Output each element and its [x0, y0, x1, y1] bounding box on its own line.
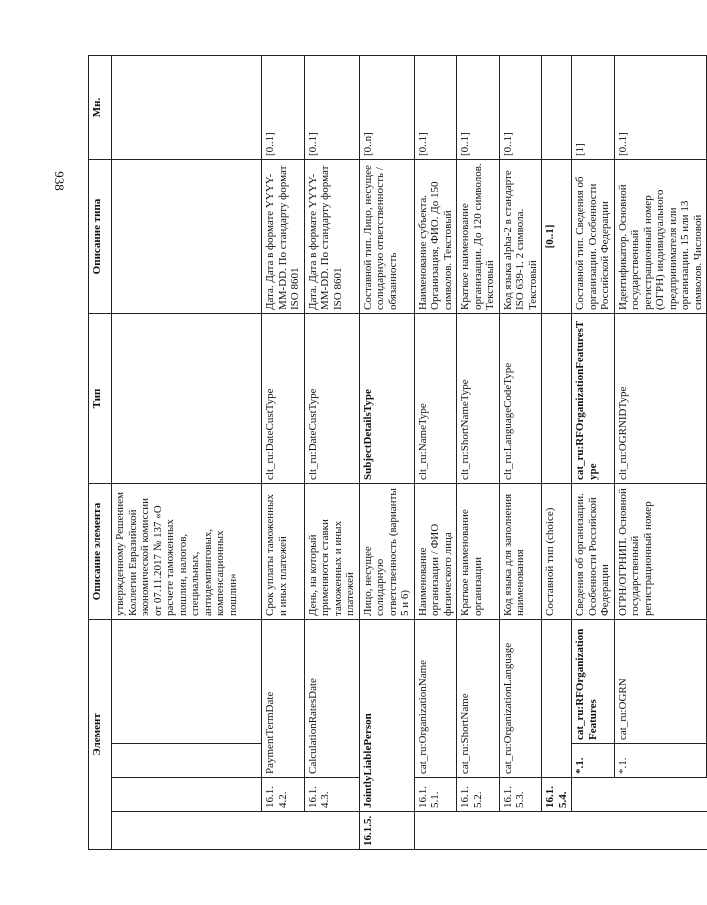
row-number: 16.1.4.3. — [304, 778, 359, 812]
row-type: clt_ru:DateCustType — [262, 314, 305, 484]
table-row — [542, 56, 572, 850]
header-type-description: Описание типа — [89, 160, 112, 314]
row-number: 16.1.5.3. — [499, 778, 542, 812]
row-number: 16.1.5.2. — [457, 778, 500, 812]
row-description: ОГРН/ОГРНИП. Основной государственный регистрационный номер — [614, 484, 707, 620]
row-description: Наименование организации / ФИО физического лица — [414, 484, 457, 620]
table-row — [572, 56, 615, 850]
element-spec-table — [88, 55, 707, 850]
row-type-description: Код языка alpha-2 в стандарте ISO 639-1. 2 символа. Текстовый — [499, 160, 542, 314]
row-multiplicity: [0..1] — [457, 56, 500, 160]
page-number: 938 — [52, 171, 67, 191]
row-type-description: Дата. Дата в формате YYYY-MM-DD. По стандарту формат ISO 8601 — [262, 160, 305, 314]
table-row — [614, 56, 707, 850]
row-element-name: JointlyLiablePerson — [359, 620, 414, 812]
row-element-name: PaymentTermDate — [262, 620, 305, 778]
row-description: Лицо, несущее солидарную ответственность (варианты 5 и 6) — [359, 484, 414, 620]
row-element-name: cat_ru:OrganizationLanguage — [499, 620, 542, 778]
row-element-name: cat_ru:OrganizationName — [414, 620, 457, 778]
continued-description: утвержденному Решением Коллегии Евразийской экономической комиссии от 07.11.2017 № 137 «О расчете таможенных пошлин, налогов, специальных, антидемпинговых, компенсационных пошлин» — [112, 484, 262, 620]
row-type-description: Составной тип. Сведения об организации. Особенности Российской Федерации — [572, 160, 615, 314]
row-number: 16.1.5. — [359, 812, 414, 850]
row-element-name: cat_ru:RFOrganizationFeatures — [572, 620, 615, 744]
spec-table-container — [88, 56, 704, 850]
row-description: Сведения об организации. Особенности Российской Федерации — [572, 484, 615, 620]
row-multiplicity: [0..1] — [414, 56, 457, 160]
row-description: Краткое наименование организации — [457, 484, 500, 620]
header-description: Описание элемента — [89, 484, 112, 620]
table-row — [304, 56, 359, 850]
row-number: *.1. — [614, 744, 707, 778]
row-multiplicity: [0..1] — [614, 56, 707, 160]
row-type-description: Наименование субъекта. Организация, ФИО. До 150 символов. Текстовый — [414, 160, 457, 314]
row-number: *.1. — [572, 744, 615, 778]
row-element-name: cat_ru:ShortName — [457, 620, 500, 778]
row-type: cat_ru:RFOrganizationFeaturesType — [572, 314, 615, 484]
row-type-description: Дата. Дата в формате YYYY-MM-DD. По стандарту формат ISO 8601 — [304, 160, 359, 314]
row-description: Срок уплаты таможенных и иных платежей — [262, 484, 305, 620]
table-row — [262, 56, 305, 850]
row-element-name: CalculationRatesDate — [304, 620, 359, 778]
table-row — [414, 56, 457, 850]
row-multiplicity: [1] — [572, 56, 615, 160]
row-multiplicity: [0..n] — [359, 56, 414, 160]
row-element-name: cat_ru:OGRN — [614, 620, 707, 744]
row-type: clt_ru:ShortNameType — [457, 314, 500, 484]
row-type: clt_ru:OGRNIDType — [614, 314, 707, 484]
row-description: День, на который применяются ставки таможенных и иных платежей — [304, 484, 359, 620]
row-type: clt_ru:DateCustType — [304, 314, 359, 484]
table-header-row — [89, 56, 112, 850]
row-number: 16.1.4.2. — [262, 778, 305, 812]
row-multiplicity: [0..1] — [262, 56, 305, 160]
rotated-page — [88, 56, 704, 850]
table-row — [112, 56, 262, 850]
table-row — [457, 56, 500, 850]
row-number: 16.1.5.1. — [414, 778, 457, 812]
header-multiplicity: Мн. — [89, 56, 112, 160]
row-type-description: Идентификатор. Основной государственный регистрационный номер (ОГРН) индивидуального предпринимателя или организации. 15 или 13 символов. Числовой — [614, 160, 707, 314]
row-type: SubjectDetailsType — [359, 314, 414, 484]
row-type-description: Краткое наименование организации. До 120 символов. Текстовый — [457, 160, 500, 314]
row-description: Составной тип (choice) — [542, 484, 572, 620]
row-type-description: [0..1] — [542, 160, 572, 314]
row-multiplicity: [0..1] — [499, 56, 542, 160]
header-type: Тип — [89, 314, 112, 484]
header-element: Элемент — [89, 620, 112, 850]
table-row — [499, 56, 542, 850]
table-row — [359, 56, 414, 850]
row-type-description: Составной тип. Лицо, несущее солидарную ответственность / обязанность — [359, 160, 414, 314]
row-type: clt_ru:LanguageCodeType — [499, 314, 542, 484]
row-multiplicity: [0..1] — [304, 56, 359, 160]
row-description: Код языка для заполнения наименования — [499, 484, 542, 620]
row-type: clt_ru:NameType — [414, 314, 457, 484]
row-number: 16.1.5.4. — [542, 778, 572, 812]
